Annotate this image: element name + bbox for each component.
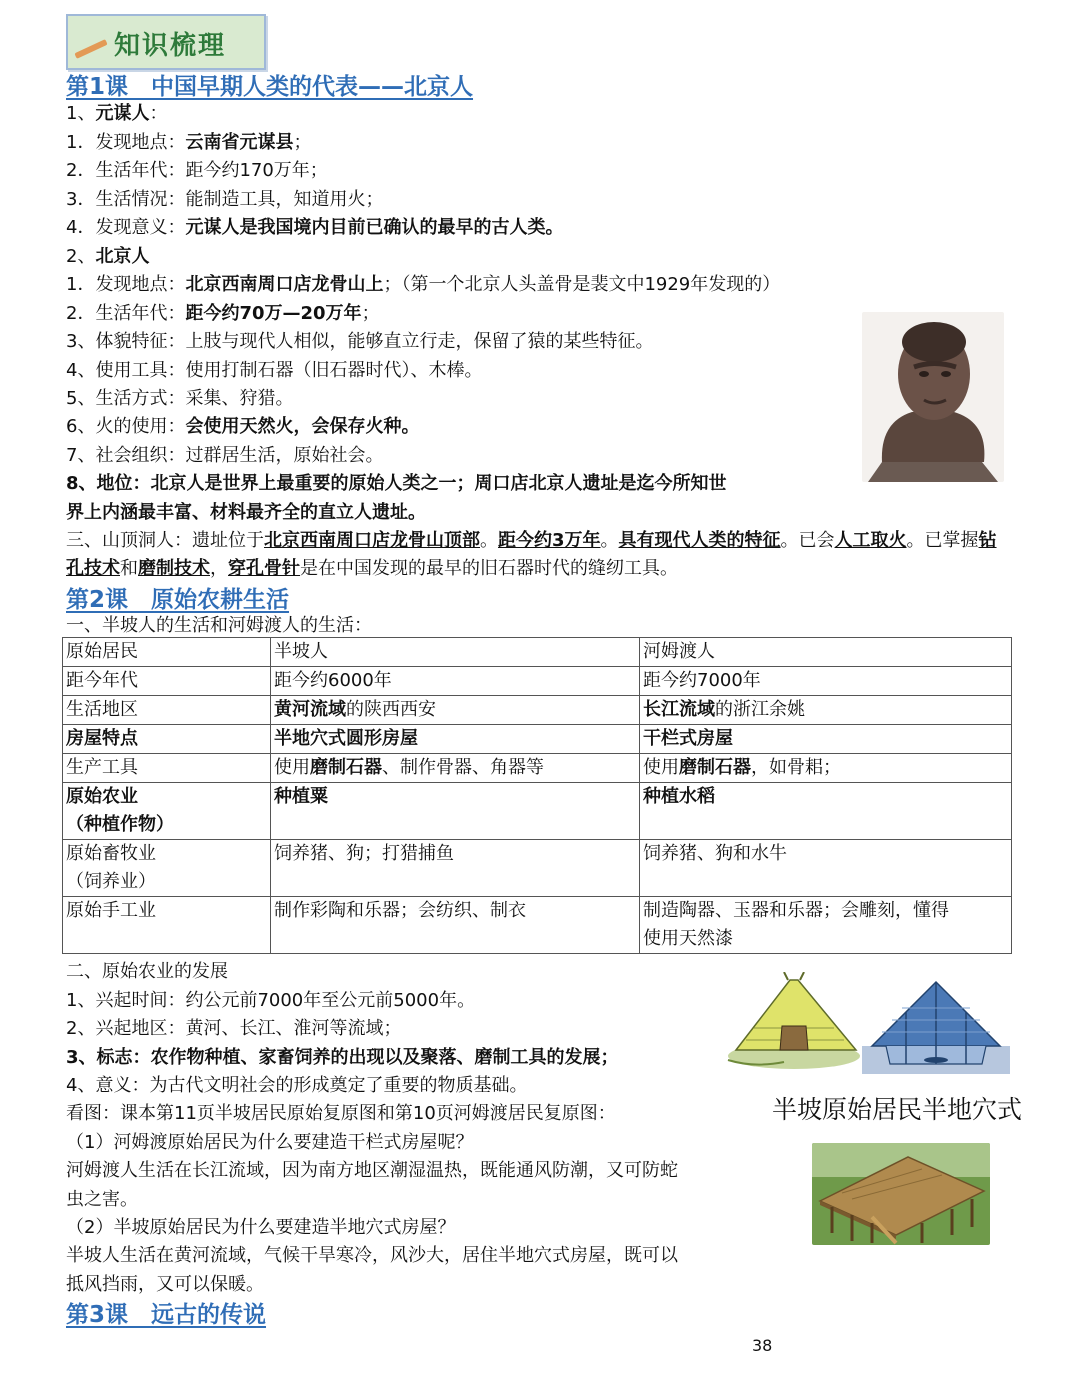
hemudu-stilt-house-image	[812, 1143, 990, 1245]
yuanmou-item-4: 4．发现意义：元谋人是我国境内目前已确认的最早的古人类。	[66, 217, 564, 238]
yuanmou-item-2: 2．生活年代：距今约170万年；	[66, 160, 328, 181]
badge-label: 知识梳理	[114, 31, 227, 61]
lesson2-intro: 一、半坡人的生活和河姆渡人的生活：	[66, 615, 372, 636]
beijing-item-2: 2．生活年代：距今约70万—20万年；	[66, 303, 380, 324]
table-cell: 原始农业 （种植作物）	[63, 783, 271, 840]
beijing-heading: 2、北京人	[66, 246, 150, 267]
table-cell: 河姆渡人	[640, 638, 1012, 667]
table-cell: 种植粟	[271, 783, 640, 840]
yuanmou-item-3: 3．生活情况：能制造工具，知道用火；	[66, 189, 384, 210]
table-cell: 饲养猪、狗；打猎捕鱼	[271, 840, 640, 897]
agri-dev-item-1: 1、兴起时间：约公元前7000年至公元前5000年。	[66, 990, 476, 1011]
table-row	[63, 638, 1012, 667]
table-cell: 生产工具	[63, 754, 271, 783]
table-row	[63, 696, 1012, 725]
agri-dev-item-2: 2、兴起地区：黄河、长江、淮河等流域；	[66, 1018, 402, 1039]
yuanmou-heading: 1、元谋人：	[66, 103, 168, 124]
banpo-image-caption: 半坡原始居民半地穴式	[772, 1095, 1023, 1124]
comparison-table	[62, 637, 1012, 954]
question-2: （2）半坡原始居民为什么要建造半地穴式房屋？	[66, 1217, 456, 1238]
answer-1-line1: 河姆渡人生活在长江流域，因为南方地区潮湿温热，既能通风防潮，又可防蛇	[66, 1160, 678, 1181]
table-cell: 黄河流域的陕西西安	[271, 696, 640, 725]
beijing-item-5: 5、生活方式：采集、狩猎。	[66, 388, 294, 409]
agri-dev-item-4: 4、意义：为古代文明社会的形成奠定了重要的物质基础。	[66, 1075, 528, 1096]
table-cell: 半地穴式圆形房屋	[271, 725, 640, 754]
banpo-house-exterior-image	[724, 972, 864, 1072]
table-cell: 种植水稻	[640, 783, 1012, 840]
table-cell: 距今年代	[63, 667, 271, 696]
beijing-item-7: 7、社会组织：过群居生活，原始社会。	[66, 445, 384, 466]
table-cell: 原始畜牧业 （饲养业）	[63, 840, 271, 897]
agri-dev-heading: 二、原始农业的发展	[66, 961, 228, 982]
shandingdong-paragraph: 三、山顶洞人：遗址位于北京西南周口店龙骨山顶部。距今约3万年。具有现代人类的特征。已会人工取火。已掌握钻孔技术和磨制技术，穿孔骨针是在中国发现的最早的旧石器时代的缝纫工具。	[66, 530, 997, 579]
table-cell: 生活地区	[63, 696, 271, 725]
table-cell: 房屋特点	[63, 725, 271, 754]
beijing-item-6: 6、火的使用：会使用天然火，会保存火种。	[66, 416, 420, 437]
see-figure-note: 看图：课本第11页半坡居民原始复原图和第10页河姆渡居民复原图：	[66, 1103, 616, 1124]
table-row	[63, 754, 1012, 783]
lesson1-title: 第1课 中国早期人类的代表——北京人	[66, 74, 474, 100]
answer-2-line2: 抵风挡雨，又可以保暖。	[66, 1274, 264, 1295]
agri-dev-item-3: 3、标志：农作物种植、家畜饲养的出现以及聚落、磨制工具的发展；	[66, 1047, 619, 1068]
table-cell: 半坡人	[271, 638, 640, 667]
page-number: 38	[752, 1336, 773, 1355]
answer-2-line1: 半坡人生活在黄河流域，气候干旱寒冷，风沙大，居住半地穴式房屋，既可以	[66, 1245, 678, 1266]
beijing-item-4: 4、使用工具：使用打制石器（旧石器时代）、木棒。	[66, 360, 483, 381]
table-cell: 制作彩陶和乐器；会纺织、制衣	[271, 897, 640, 954]
table-cell: 距今约7000年	[640, 667, 1012, 696]
table-row	[63, 667, 1012, 696]
table-row	[63, 783, 1012, 840]
table-row	[63, 840, 1012, 897]
banpo-house-section-image	[862, 976, 1010, 1074]
beijing-item-3: 3、体貌特征：上肢与现代人相似，能够直立行走，保留了猿的某些特征。	[66, 331, 654, 352]
table-cell: 饲养猪、狗和水牛	[640, 840, 1012, 897]
beijing-item-8-line1: 8、地位：北京人是世界上最重要的原始人类之一；周口店北京人遗址是迄今所知世	[66, 473, 727, 494]
table-row	[63, 725, 1012, 754]
peking-man-bust-image	[862, 312, 1004, 482]
beijing-item-1: 1．发现地点：北京西南周口店龙骨山上；（第一个北京人头盖骨是裴文中1929年发现的）	[66, 274, 781, 295]
question-1: （1）河姆渡原始居民为什么要建造干栏式房屋呢？	[66, 1132, 474, 1153]
table-cell: 使用磨制石器，如骨耜；	[640, 754, 1012, 783]
yuanmou-item-1: 1．发现地点：云南省元谋县；	[66, 132, 312, 153]
table-row	[63, 897, 1012, 954]
lesson2-title: 第2课 原始农耕生活	[66, 587, 290, 613]
table-cell: 使用磨制石器、制作骨器、角器等	[271, 754, 640, 783]
table-cell: 距今约6000年	[271, 667, 640, 696]
lesson3-title: 第3课 远古的传说	[66, 1302, 267, 1328]
table-cell: 原始手工业	[63, 897, 271, 954]
table-cell: 长江流域的浙江余姚	[640, 696, 1012, 725]
answer-1-line2: 虫之害。	[66, 1189, 138, 1210]
table-cell: 干栏式房屋	[640, 725, 1012, 754]
pencil-icon	[74, 39, 107, 59]
section-badge	[66, 14, 266, 70]
beijing-item-8-line2: 界上内涵最丰富、材料最齐全的直立人遗址。	[66, 502, 426, 523]
table-cell: 制造陶器、玉器和乐器；会雕刻，懂得 使用天然漆	[640, 897, 1012, 954]
table-cell: 原始居民	[63, 638, 271, 667]
